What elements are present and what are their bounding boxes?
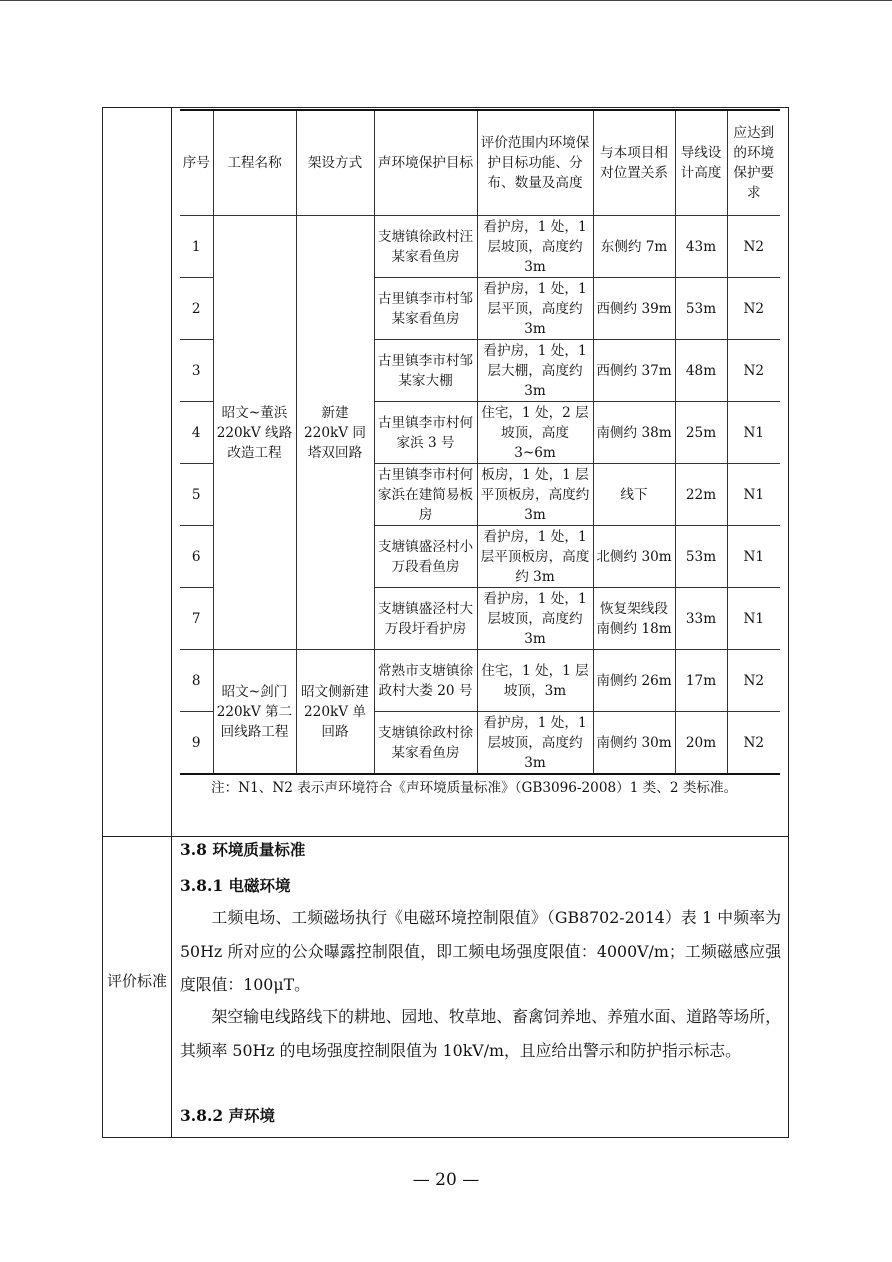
header-target: 声环境保护目标 [374,110,477,216]
cell-height: 33m [675,588,727,650]
cell-position: 恢复架线段南侧约 18m [593,588,675,650]
section-heading-3-8: 3.8 环境质量标准 [180,840,306,859]
cell-requirement: N1 [727,402,780,464]
cell-height: 48m [675,340,727,402]
cell-desc: 看护房，1 处，1 层坡顶，高度约 3m [477,216,593,278]
cell-no: 6 [180,526,213,588]
table-note: 注：N1、N2 表示声环境符合《声环境质量标准》（GB3096-2008）1 类、2 类标准。 [211,780,738,796]
cell-no: 5 [180,464,213,526]
table-row [180,216,780,278]
side-label-evaluation-standard: 评价标准 [106,972,167,990]
header-no: 序号 [180,110,213,216]
section-heading-3-8-1: 3.8.1 电磁环境 [180,876,291,895]
header-requirement: 应达到的环境保护要求 [727,110,780,216]
cell-position: 东侧约 7m [593,216,675,278]
cell-no: 8 [180,650,213,712]
cell-method: 昭文侧新建 220kV 单回路 [296,650,374,775]
cell-desc: 看护房，1 处，1 层坡顶，高度约 3m [477,588,593,650]
cell-requirement: N2 [727,650,780,712]
cell-height: 43m [675,216,727,278]
table-header-row [180,110,780,216]
cell-target: 常熟市支塘镇徐政村大娄 20 号 [374,650,477,712]
cell-desc: 住宅，1 处，1 层坡顶，3m [477,650,593,712]
cell-desc: 看护房，1 处，1 层平顶，高度约 3m [477,278,593,340]
cell-desc: 看护房，1 处，1 层大棚，高度约 3m [477,340,593,402]
cell-position: 南侧约 30m [593,712,675,775]
cell-target: 古里镇李市村邹某家大棚 [374,340,477,402]
cell-no: 9 [180,712,213,775]
cell-no: 2 [180,278,213,340]
header-desc: 评价范围内环境保护目标功能、分布、数量及高度 [477,110,593,216]
cell-position: 线下 [593,464,675,526]
cell-requirement: N2 [727,278,780,340]
table-row [180,650,780,712]
cell-requirement: N2 [727,340,780,402]
cell-no: 7 [180,588,213,650]
cell-height: 20m [675,712,727,775]
cell-position: 西侧约 39m [593,278,675,340]
cell-requirement: N1 [727,526,780,588]
cell-project-name: 昭文~剑门 220kV 第二回线路工程 [213,650,296,775]
cell-desc: 看护房，1 处，1 层坡顶，高度约 3m [477,712,593,775]
header-method: 架设方式 [296,110,374,216]
cell-requirement: N2 [727,216,780,278]
header-height: 导线设计高度 [675,110,727,216]
cell-position: 南侧约 26m [593,650,675,712]
top-rule [0,0,892,1]
cell-height: 22m [675,464,727,526]
sensitive-targets-table [180,109,780,775]
cell-target: 古里镇李市村邹某家看鱼房 [374,278,477,340]
cell-desc: 住宅，1 处，2 层坡顶，高度 3~6m [477,402,593,464]
cell-target: 支塘镇徐政村徐某家看鱼房 [374,712,477,775]
frame-divider-horizontal [103,836,788,837]
cell-desc: 看护房，1 处，1 层平顶板房，高度约 3m [477,526,593,588]
cell-target: 支塘镇盛泾村大万段圩看护房 [374,588,477,650]
cell-requirement: N1 [727,588,780,650]
cell-target: 支塘镇徐政村汪某家看鱼房 [374,216,477,278]
cell-height: 17m [675,650,727,712]
page-number: — 20 — [412,1170,480,1190]
cell-position: 北侧约 30m [593,526,675,588]
cell-no: 4 [180,402,213,464]
frame-divider-vertical [171,108,172,1137]
header-project: 工程名称 [213,110,296,216]
cell-target: 古里镇李市村何家浜在建简易板房 [374,464,477,526]
section-heading-3-8-2: 3.8.2 声环境 [180,1106,276,1125]
header-position: 与本项目相对位置关系 [593,110,675,216]
cell-height: 53m [675,278,727,340]
cell-height: 25m [675,402,727,464]
cell-height: 53m [675,526,727,588]
cell-requirement: N2 [727,712,780,775]
cell-no: 3 [180,340,213,402]
cell-desc: 板房，1 处，1 层平顶板房，高度约 3m [477,464,593,526]
cell-target: 古里镇李市村何家浜 3 号 [374,402,477,464]
cell-requirement: N1 [727,464,780,526]
cell-method: 新建 220kV 同塔双回路 [296,216,374,650]
cell-position: 南侧约 38m [593,402,675,464]
cell-target: 支塘镇盛泾村小万段看鱼房 [374,526,477,588]
paragraph-emf-limits: 工频电场、工频磁场执行《电磁环境控制限值》（GB8702-2014）表 1 中频率为 50Hz 所对应的公众曝露控制限值，即工频电场强度限值：4000V/m；工频磁感应强度限值：100μT。 [180,908,781,994]
cell-position: 西侧约 37m [593,340,675,402]
cell-project-name: 昭文~董浜 220kV 线路改造工程 [213,216,296,650]
cell-no: 1 [180,216,213,278]
paragraph-overhead-line-limits: 架空输电线路线下的耕地、园地、牧草地、畜禽饲养地、养殖水面、道路等场所，其频率 50Hz 的电场强度控制限值为 10kV/m，且应给出警示和防护指示标志。 [180,1007,781,1060]
